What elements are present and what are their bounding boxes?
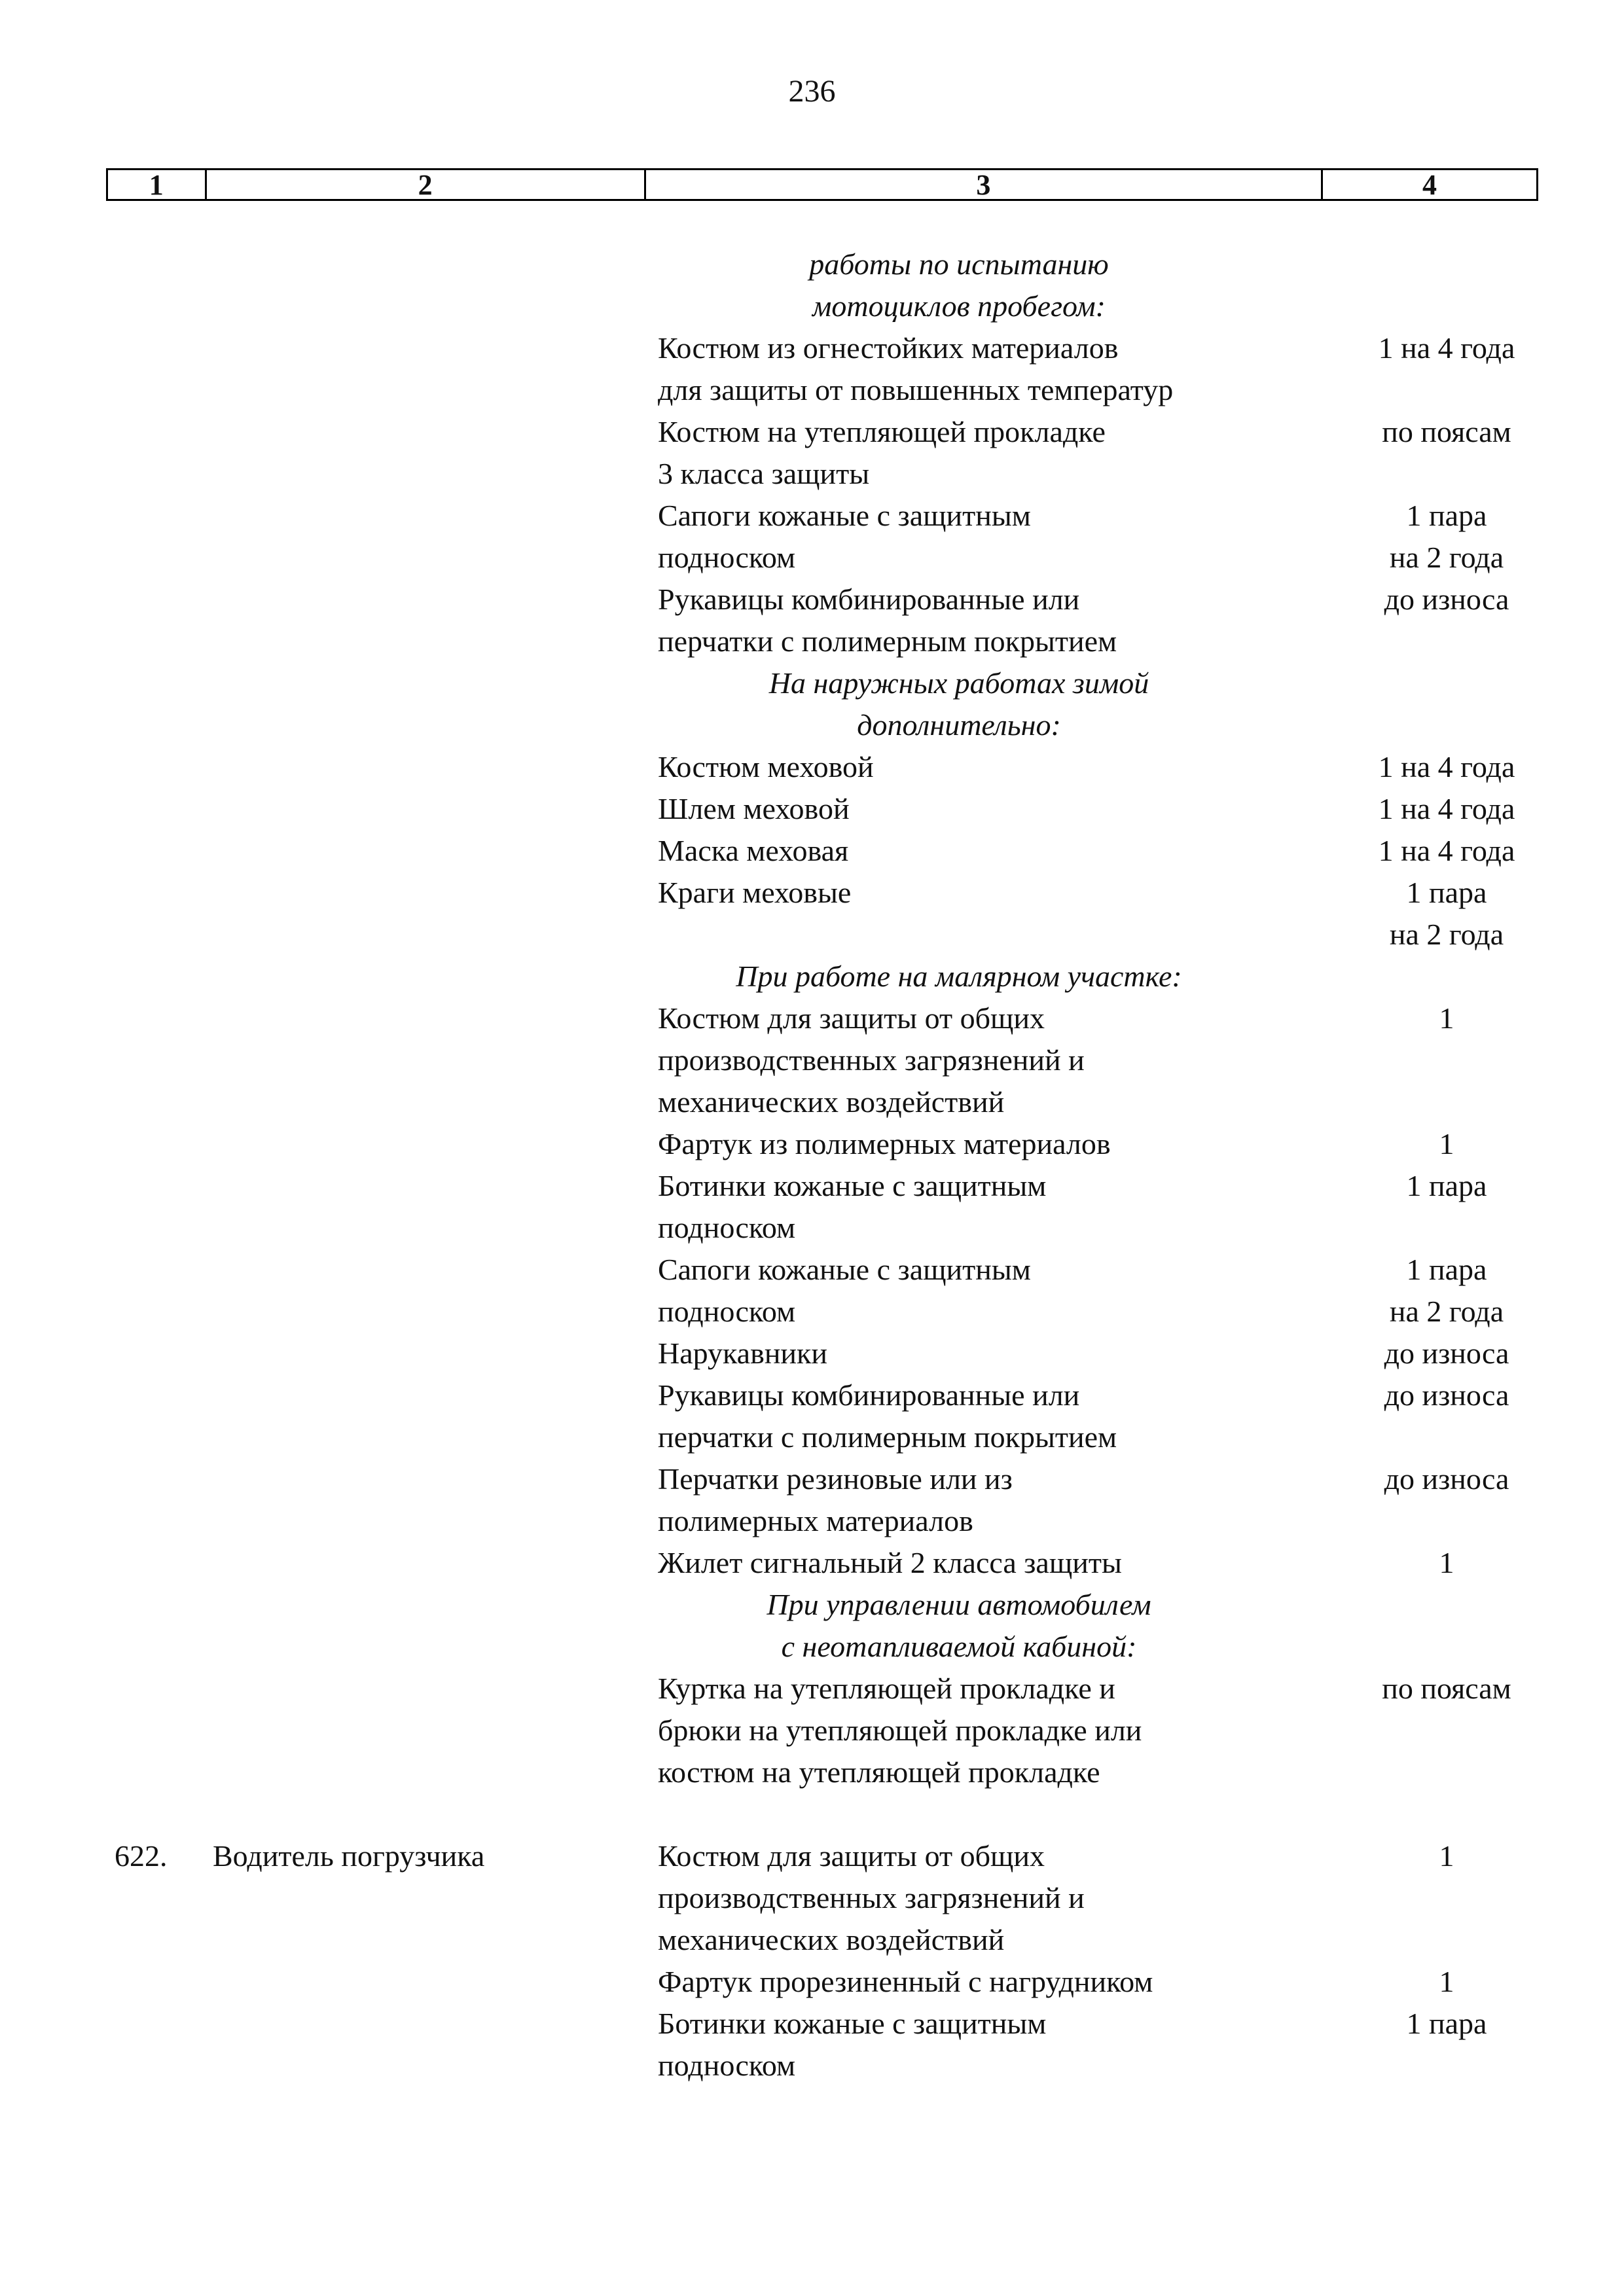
item-text-line: перчатки с полимерным покрытием	[658, 1420, 1117, 1454]
table-row	[0, 1458, 1624, 1542]
item-text-line: Фартук прорезиненный с нагрудником	[658, 1965, 1153, 1998]
item-text-line: Сапоги кожаные с защитным	[658, 499, 1031, 532]
section-heading: При работе на малярном участке:	[736, 960, 1182, 993]
table-row	[0, 788, 1624, 830]
table-row	[0, 1542, 1624, 1584]
norm: по поясам	[1382, 415, 1511, 448]
norm: 1	[1439, 1965, 1454, 1998]
norm: 1 пара на 2 года	[1389, 499, 1504, 574]
norm: 1	[1439, 1839, 1454, 1873]
table-row	[0, 1249, 1624, 1333]
table-row	[0, 1835, 1624, 1961]
table-row	[0, 327, 1624, 411]
table-row	[0, 2003, 1624, 2087]
norm: 1 на 4 года	[1378, 750, 1515, 783]
table-body	[0, 243, 1624, 2087]
header-col-3: 3	[644, 170, 1321, 199]
item-text-line: подноском	[658, 1211, 796, 1244]
item-text-line: Перчатки резиновые или из	[658, 1462, 1013, 1496]
norm: 1 на 4 года	[1378, 331, 1515, 365]
item-text-line: 3 класса защиты	[658, 457, 870, 490]
item-text-line: Костюм меховой	[658, 750, 874, 783]
section-heading: работы по испытанию мотоциклов пробегом:	[809, 247, 1109, 323]
norm: по поясам	[1382, 1672, 1511, 1705]
item-text-line: подноском	[658, 1295, 796, 1328]
item-text-line: перчатки с полимерным покрытием	[658, 624, 1117, 658]
item-text-line: Куртка на утепляющей прокладке и	[658, 1672, 1115, 1705]
item-text-line: Жилет сигнальный 2 класса защиты	[658, 1546, 1122, 1579]
item-text-line: Фартук из полимерных материалов	[658, 1127, 1111, 1160]
table-header	[106, 168, 1538, 201]
item-text-line: полимерных материалов	[658, 1504, 973, 1537]
item-text-line: Сапоги кожаные с защитным	[658, 1253, 1031, 1286]
table-row	[0, 411, 1624, 495]
table-row	[0, 1123, 1624, 1165]
item-text-line: механических воздействий	[658, 1923, 1005, 1956]
item-text-line: подноском	[658, 541, 796, 574]
item-text-line: Краги меховые	[658, 876, 852, 909]
section-heading: На наружных работах зимой дополнительно:	[768, 666, 1149, 742]
section-heading: При управлении автомобилем с неотапливаемой кабиной:	[767, 1588, 1151, 1663]
norm: 1 пара	[1406, 1169, 1487, 1202]
item-text-line: Рукавицы комбинированные или	[658, 583, 1080, 616]
item-text-line: производственных загрязнений и	[658, 1881, 1085, 1914]
item-text-line: Рукавицы комбинированные или	[658, 1378, 1080, 1412]
norm: до износа	[1384, 583, 1509, 616]
item-text-line: Ботинки кожаные с защитным	[658, 1169, 1047, 1202]
item-number: 622.	[115, 1839, 168, 1873]
item-text-line: Костюм для защиты от общих	[658, 1839, 1045, 1873]
item-text-line: производственных загрязнений и	[658, 1043, 1085, 1077]
item-text-line: брюки на утепляющей прокладке или	[658, 1713, 1142, 1747]
norm: 1 на 4 года	[1378, 834, 1515, 867]
table-row	[0, 830, 1624, 872]
norm: до износа	[1384, 1336, 1509, 1370]
norm: 1 пара на 2 года	[1389, 1253, 1504, 1328]
header-col-1: 1	[149, 168, 164, 201]
table-row	[0, 997, 1624, 1123]
table-row	[0, 1668, 1624, 1793]
table-row	[0, 1165, 1624, 1249]
item-text-line: костюм на утепляющей прокладке	[658, 1755, 1100, 1789]
header-col-4: 4	[1321, 170, 1536, 199]
table-row	[0, 1374, 1624, 1458]
item-text-line: подноском	[658, 2049, 796, 2082]
table-row	[0, 495, 1624, 579]
item-text-line: Костюм для защиты от общих	[658, 1001, 1045, 1035]
norm: 1 пара на 2 года	[1389, 876, 1504, 951]
item-text-line: Нарукавники	[658, 1336, 828, 1370]
norm: 1	[1439, 1127, 1454, 1160]
item-text-line: Маска меховая	[658, 834, 849, 867]
table-row	[0, 1961, 1624, 2003]
norm: 1	[1439, 1001, 1454, 1035]
profession-title: Водитель погрузчика	[213, 1839, 485, 1873]
table-row	[0, 579, 1624, 662]
norm: 1 пара	[1406, 2007, 1487, 2040]
item-text-line: механических воздействий	[658, 1085, 1005, 1119]
table-row	[0, 1333, 1624, 1374]
item-text-line: Костюм на утепляющей прокладке	[658, 415, 1106, 448]
norm: 1	[1439, 1546, 1454, 1579]
table-row	[0, 872, 1624, 956]
item-text-line: для защиты от повышенных температур	[658, 373, 1174, 406]
norm: до износа	[1384, 1378, 1509, 1412]
table-row	[0, 746, 1624, 788]
item-text-line: Ботинки кожаные с защитным	[658, 2007, 1047, 2040]
item-text-line: Шлем меховой	[658, 792, 850, 825]
norm: до износа	[1384, 1462, 1509, 1496]
item-text-line: Костюм из огнестойких материалов	[658, 331, 1119, 365]
norm: 1 на 4 года	[1378, 792, 1515, 825]
header-col-2: 2	[205, 170, 644, 199]
page-number: 236	[788, 74, 836, 109]
